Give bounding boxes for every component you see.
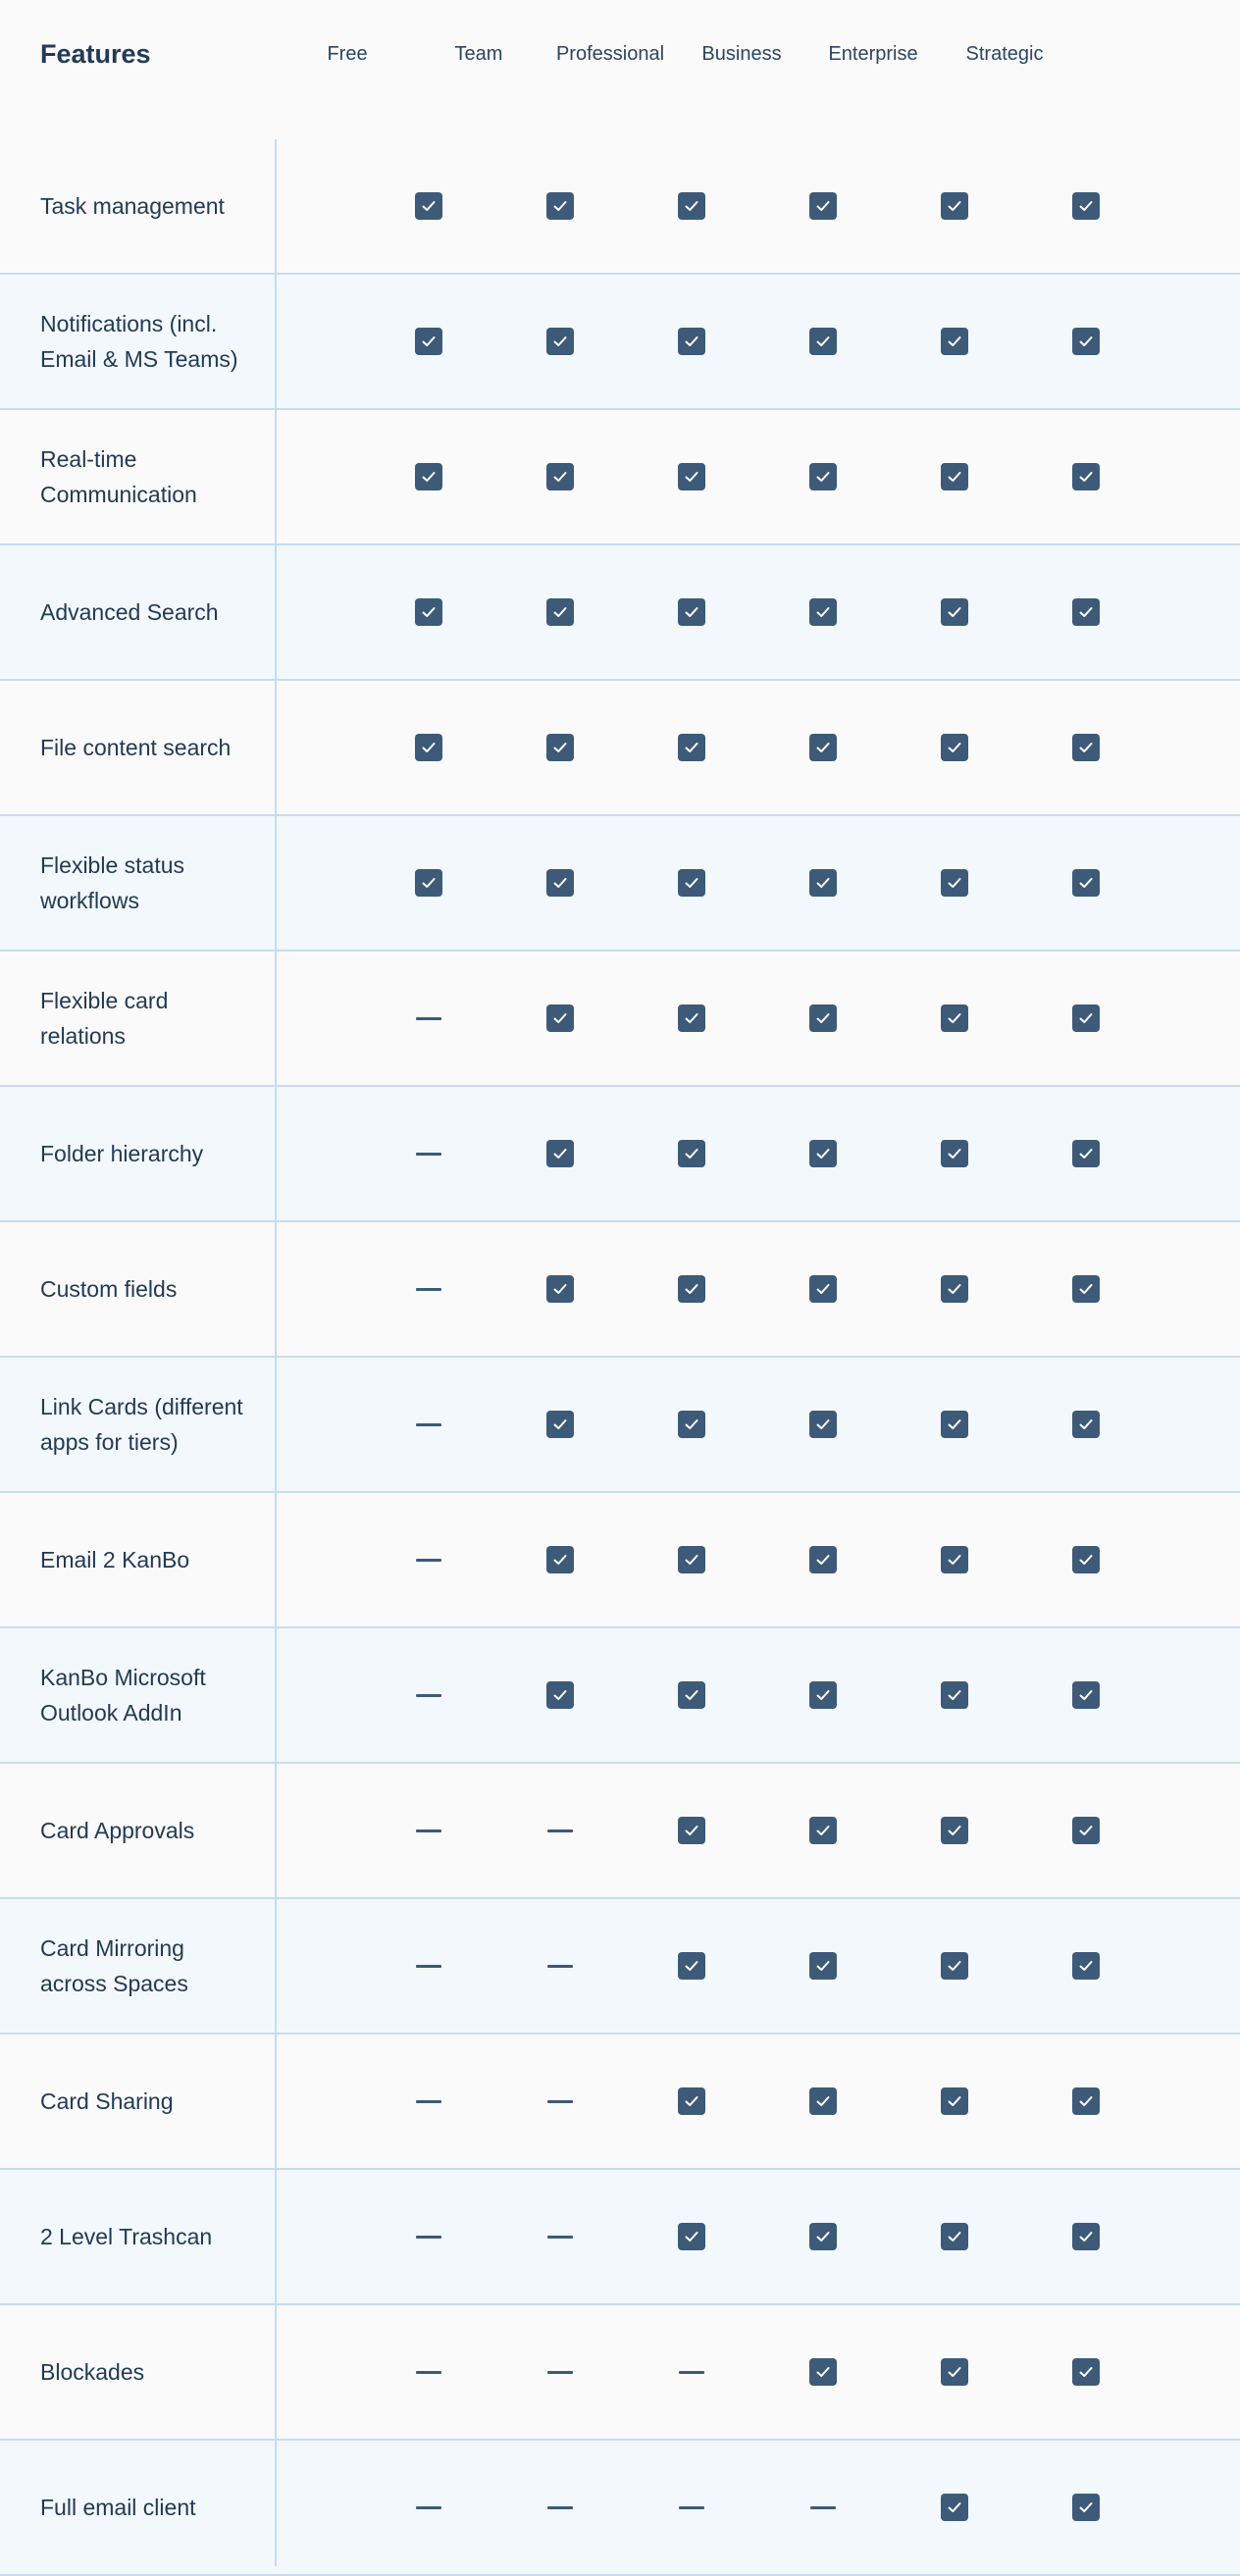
checkbox-checked-icon — [678, 1275, 705, 1303]
table-row — [0, 139, 1240, 275]
checkbox-checked-icon — [678, 1411, 705, 1438]
features-column-title: Features — [40, 39, 151, 69]
checkbox-checked-icon — [1072, 2494, 1100, 2521]
checkbox-checked-icon — [809, 1817, 837, 1844]
checkbox-checked-icon — [809, 598, 837, 626]
tier-free: Free — [327, 43, 368, 65]
checkbox-checked-icon — [1072, 1681, 1100, 1709]
checkbox-checked-icon — [941, 1140, 968, 1167]
checkbox-checked-icon — [678, 1140, 705, 1167]
checkbox-checked-icon — [546, 463, 574, 490]
checkbox-checked-icon — [546, 192, 574, 220]
checkbox-checked-icon — [1072, 1005, 1100, 1032]
checkbox-checked-icon — [415, 328, 442, 355]
feature-label: Notifications (incl. Email & MS Teams) — [40, 311, 238, 372]
checkbox-checked-icon — [678, 1681, 705, 1709]
checkbox-checked-icon — [941, 734, 968, 761]
dash-icon — [415, 1681, 442, 1709]
checkbox-checked-icon — [546, 1140, 574, 1167]
tier-team: Team — [454, 43, 503, 65]
checkbox-checked-icon — [809, 1140, 837, 1167]
feature-label: KanBo Microsoft Outlook AddIn — [40, 1665, 206, 1726]
checkbox-checked-icon — [1072, 1546, 1100, 1573]
dash-icon — [415, 2087, 442, 2115]
checkbox-checked-icon — [809, 1005, 837, 1032]
feature-label: Flexible status workflows — [40, 852, 185, 913]
checkbox-checked-icon — [678, 734, 705, 761]
dash-icon — [415, 1952, 442, 1980]
table-header — [0, 0, 1240, 139]
checkbox-checked-icon — [678, 869, 705, 897]
feature-label: Task management — [40, 193, 225, 219]
checkbox-checked-icon — [809, 192, 837, 220]
checkbox-checked-icon — [809, 1275, 837, 1303]
dash-icon — [546, 2494, 574, 2521]
checkbox-checked-icon — [809, 1681, 837, 1709]
checkbox-checked-icon — [415, 463, 442, 490]
checkbox-checked-icon — [415, 869, 442, 897]
checkbox-checked-icon — [809, 463, 837, 490]
checkbox-checked-icon — [678, 1817, 705, 1844]
tier-enterprise: Enterprise — [828, 43, 918, 65]
table-row — [0, 545, 1240, 681]
feature-label: Advanced Search — [40, 599, 219, 625]
checkbox-checked-icon — [941, 1275, 968, 1303]
checkbox-checked-icon — [546, 328, 574, 355]
tier-professional: Professional — [555, 43, 665, 65]
feature-label: Custom fields — [40, 1276, 178, 1302]
checkbox-checked-icon — [941, 328, 968, 355]
checkbox-checked-icon — [678, 192, 705, 220]
feature-label: Real-time Communication — [40, 446, 197, 507]
checkbox-checked-icon — [546, 1275, 574, 1303]
checkbox-checked-icon — [809, 2358, 837, 2386]
feature-label: Link Cards (different apps for tiers) — [40, 1394, 243, 1455]
checkbox-checked-icon — [1072, 192, 1100, 220]
table-row — [0, 1087, 1240, 1222]
checkbox-checked-icon — [809, 2223, 837, 2250]
feature-comparison-table — [0, 139, 1240, 2576]
dash-icon — [415, 2358, 442, 2386]
checkbox-checked-icon — [678, 1546, 705, 1573]
checkbox-checked-icon — [941, 463, 968, 490]
feature-label: Flexible card relations — [40, 988, 169, 1049]
checkbox-checked-icon — [941, 598, 968, 626]
feature-label: Card Mirroring across Spaces — [40, 1935, 188, 1996]
table-row — [0, 1493, 1240, 1628]
dash-icon — [546, 1952, 574, 1980]
column-divider — [275, 139, 277, 2566]
checkbox-checked-icon — [415, 192, 442, 220]
feature-label: Email 2 KanBo — [40, 1547, 190, 1572]
checkbox-checked-icon — [546, 1546, 574, 1573]
checkbox-checked-icon — [941, 1411, 968, 1438]
checkbox-checked-icon — [1072, 734, 1100, 761]
checkbox-checked-icon — [941, 1817, 968, 1844]
table-row — [0, 1358, 1240, 1493]
checkbox-checked-icon — [941, 1952, 968, 1980]
checkbox-checked-icon — [809, 869, 837, 897]
checkbox-checked-icon — [1072, 1140, 1100, 1167]
dash-icon — [546, 2087, 574, 2115]
table-row — [0, 410, 1240, 545]
table-row — [0, 2170, 1240, 2305]
checkbox-checked-icon — [941, 192, 968, 220]
checkbox-checked-icon — [678, 328, 705, 355]
checkbox-checked-icon — [809, 734, 837, 761]
checkbox-checked-icon — [678, 598, 705, 626]
dash-icon — [415, 1411, 442, 1438]
checkbox-checked-icon — [1072, 1817, 1100, 1844]
dash-icon — [546, 1817, 574, 1844]
table-row — [0, 1628, 1240, 1764]
checkbox-checked-icon — [1072, 1952, 1100, 1980]
checkbox-checked-icon — [941, 2494, 968, 2521]
dash-icon — [415, 2223, 442, 2250]
checkbox-checked-icon — [941, 2087, 968, 2115]
table-row — [0, 1764, 1240, 1899]
table-row — [0, 2305, 1240, 2441]
table-row — [0, 2035, 1240, 2170]
checkbox-checked-icon — [941, 1546, 968, 1573]
checkbox-checked-icon — [546, 734, 574, 761]
checkbox-checked-icon — [546, 1681, 574, 1709]
dash-icon — [546, 2358, 574, 2386]
dash-icon — [678, 2358, 705, 2386]
checkbox-checked-icon — [1072, 598, 1100, 626]
feature-label: Folder hierarchy — [40, 1141, 204, 1166]
checkbox-checked-icon — [941, 2223, 968, 2250]
dash-icon — [415, 2494, 442, 2521]
checkbox-checked-icon — [678, 1005, 705, 1032]
checkbox-checked-icon — [415, 598, 442, 626]
checkbox-checked-icon — [1072, 2223, 1100, 2250]
checkbox-checked-icon — [415, 734, 442, 761]
table-row — [0, 1899, 1240, 2035]
tier-business: Business — [701, 43, 782, 65]
checkbox-checked-icon — [678, 2223, 705, 2250]
dash-icon — [809, 2494, 837, 2521]
checkbox-checked-icon — [809, 1952, 837, 1980]
table-row — [0, 1222, 1240, 1358]
dash-icon — [415, 1817, 442, 1844]
checkbox-checked-icon — [546, 1005, 574, 1032]
dash-icon — [415, 1005, 442, 1032]
checkbox-checked-icon — [678, 2087, 705, 2115]
table-row — [0, 275, 1240, 410]
checkbox-checked-icon — [809, 328, 837, 355]
dash-icon — [415, 1275, 442, 1303]
dash-icon — [678, 2494, 705, 2521]
dash-icon — [415, 1546, 442, 1573]
checkbox-checked-icon — [546, 869, 574, 897]
checkbox-checked-icon — [678, 463, 705, 490]
checkbox-checked-icon — [809, 2087, 837, 2115]
checkbox-checked-icon — [809, 1546, 837, 1573]
dash-icon — [415, 1140, 442, 1167]
checkbox-checked-icon — [1072, 463, 1100, 490]
checkbox-checked-icon — [941, 2358, 968, 2386]
table-row — [0, 816, 1240, 952]
feature-label: Full email client — [40, 2495, 196, 2520]
table-row — [0, 952, 1240, 1087]
checkbox-checked-icon — [809, 1411, 837, 1438]
checkbox-checked-icon — [678, 1952, 705, 1980]
table-row — [0, 2441, 1240, 2576]
checkbox-checked-icon — [1072, 2087, 1100, 2115]
checkbox-checked-icon — [1072, 328, 1100, 355]
feature-label: Card Sharing — [40, 2088, 174, 2114]
feature-label: Card Approvals — [40, 1818, 195, 1843]
table-row — [0, 681, 1240, 816]
checkbox-checked-icon — [941, 1005, 968, 1032]
checkbox-checked-icon — [1072, 1411, 1100, 1438]
dash-icon — [546, 2223, 574, 2250]
feature-label: 2 Level Trashcan — [40, 2224, 213, 2249]
checkbox-checked-icon — [1072, 869, 1100, 897]
checkbox-checked-icon — [546, 598, 574, 626]
checkbox-checked-icon — [1072, 1275, 1100, 1303]
checkbox-checked-icon — [941, 869, 968, 897]
feature-label: Blockades — [40, 2359, 145, 2385]
checkbox-checked-icon — [546, 1411, 574, 1438]
checkbox-checked-icon — [941, 1681, 968, 1709]
tier-strategic: Strategic — [965, 43, 1044, 65]
feature-label: File content search — [40, 735, 232, 760]
checkbox-checked-icon — [1072, 2358, 1100, 2386]
